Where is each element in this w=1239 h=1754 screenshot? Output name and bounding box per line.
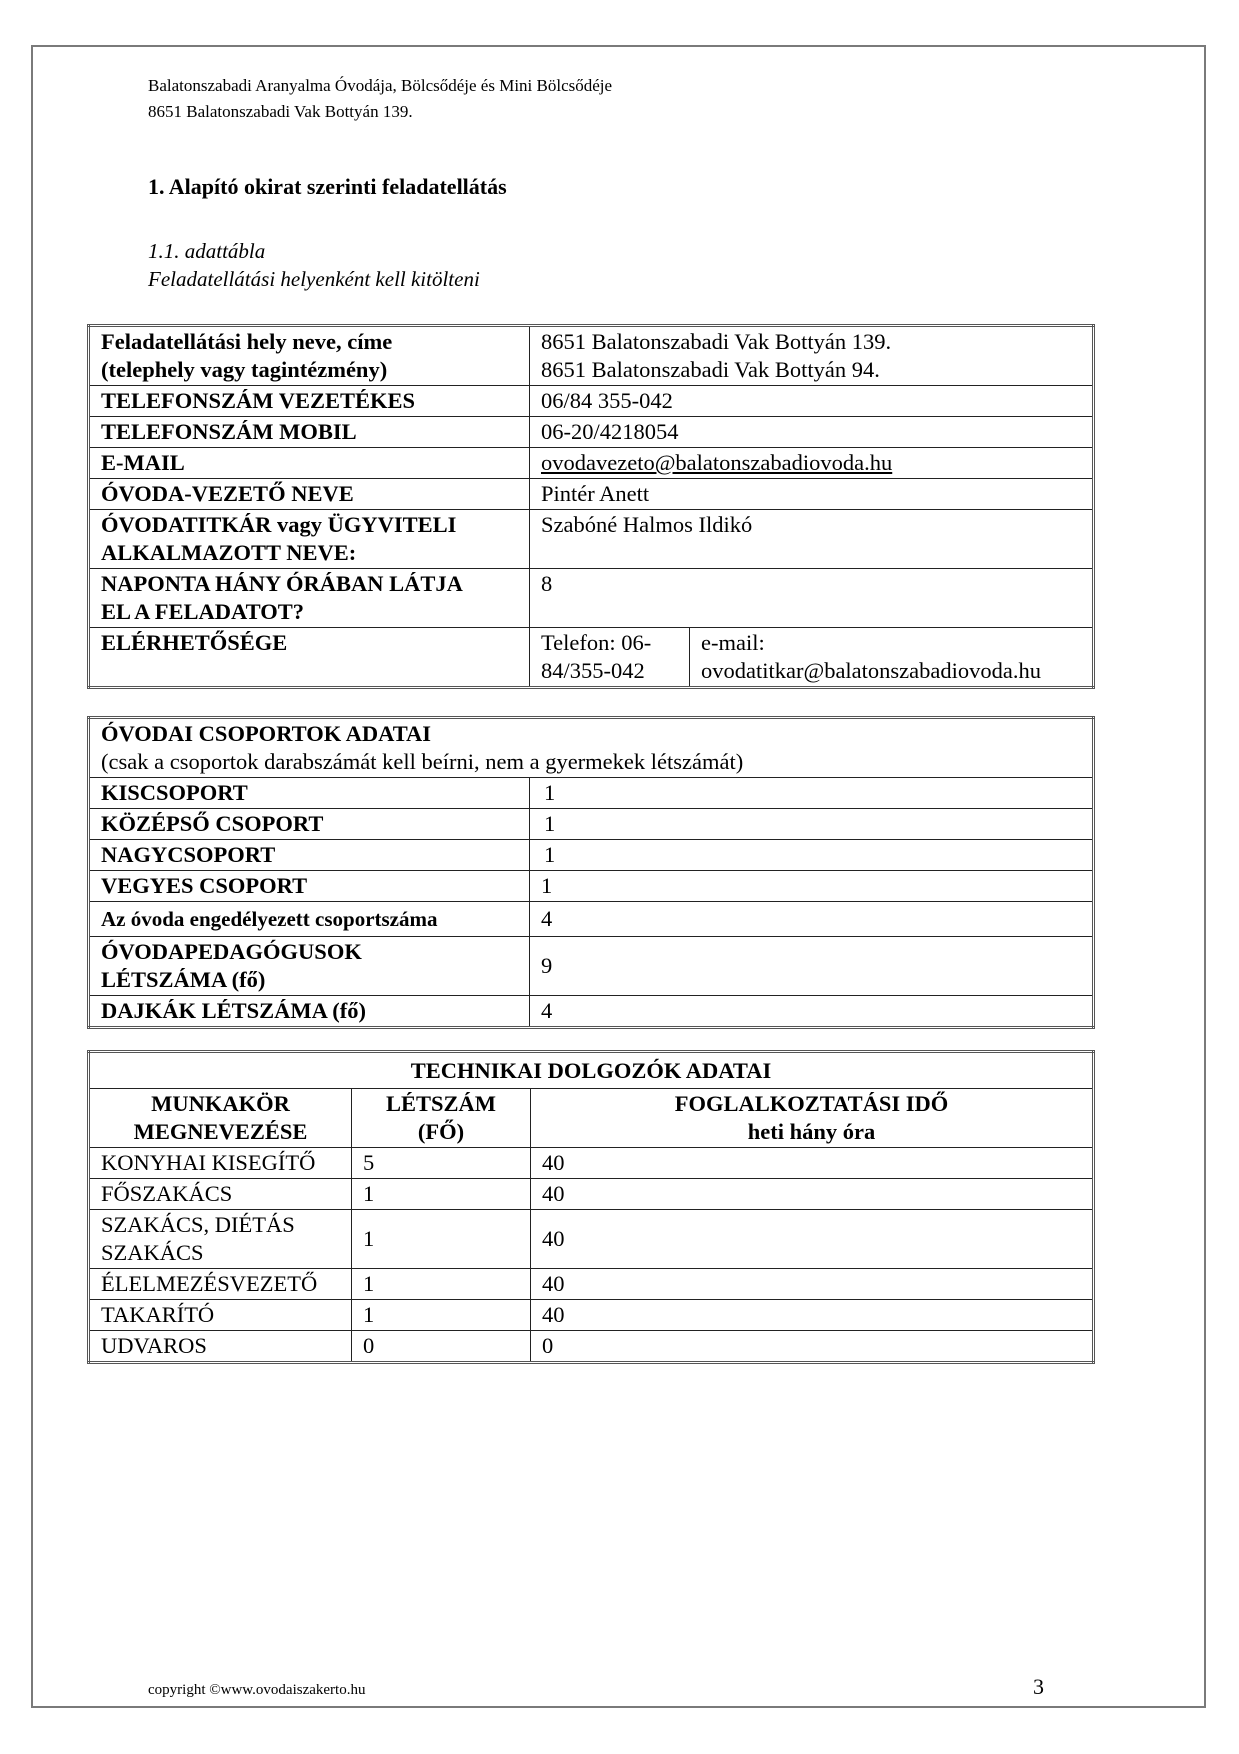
group-label: Az óvoda engedélyezett csoportszáma	[89, 902, 530, 937]
group-value: 9	[530, 937, 1094, 996]
groups-table	[87, 716, 1095, 1029]
email-link[interactable]: ovodavezeto@balatonszabadiovoda.hu	[541, 450, 893, 475]
contact-email: e-mail: ovodatitkar@balatonszabadiovoda.hu	[690, 628, 1094, 688]
table-row	[89, 569, 1094, 628]
group-label: VEGYES CSOPORT	[89, 871, 530, 902]
table-row	[89, 1331, 1094, 1363]
section-title: 1. Alapító okirat szerinti feladatellátás	[148, 174, 507, 199]
table-row	[89, 628, 1094, 688]
table-row	[89, 1148, 1094, 1179]
email-label: E-MAIL	[89, 448, 530, 479]
staff-hours: 40	[531, 1269, 1094, 1300]
secretary-label: ÓVODATITKÁR vagy ÜGYVITELI ALKALMAZOTT NEVE:	[89, 510, 530, 569]
table-row	[89, 840, 1094, 871]
staff-count: 1	[352, 1300, 531, 1331]
table-row	[89, 902, 1094, 937]
table-row	[89, 448, 1094, 479]
staff-count: 1	[352, 1179, 531, 1210]
director-label: ÓVODA-VEZETŐ NEVE	[89, 479, 530, 510]
staff-hours: 40	[531, 1300, 1094, 1331]
staff-role: SZAKÁCS, DIÉTÁS SZAKÁCS	[89, 1210, 352, 1269]
director-value: Pintér Anett	[530, 479, 1094, 510]
table-row	[89, 809, 1094, 840]
table-row	[89, 1269, 1094, 1300]
staff-role: FŐSZAKÁCS	[89, 1179, 352, 1210]
groups-table-title: ÓVODAI CSOPORTOK ADATAI	[101, 721, 432, 746]
table-subtitle	[148, 237, 480, 293]
group-label: ÓVODAPEDAGÓGUSOK LÉTSZÁMA (fő)	[89, 937, 530, 996]
group-value: 1	[530, 778, 1094, 809]
group-value: 4	[530, 996, 1094, 1028]
table-row	[89, 417, 1094, 448]
header-institution-name: Balatonszabadi Aranyalma Óvodája, Bölcsődéje és Mini Bölcsődéje	[148, 76, 613, 95]
location-name-label: Feladatellátási hely neve, címe (telephely vagy tagintézmény)	[89, 326, 530, 386]
daily-hours-value: 8	[530, 569, 1094, 628]
group-label: NAGYCSOPORT	[89, 840, 530, 871]
column-header-hours: FOGLALKOZTATÁSI IDŐ heti hány óra	[531, 1089, 1094, 1148]
table-row	[89, 996, 1094, 1028]
table-row	[89, 1300, 1094, 1331]
location-address-value: 8651 Balatonszabadi Vak Bottyán 139. 8651 Balatonszabadi Vak Bottyán 94.	[530, 326, 1094, 386]
location-table	[87, 324, 1095, 689]
group-label: DAJKÁK LÉTSZÁMA (fő)	[89, 996, 530, 1028]
group-value: 4	[530, 902, 1094, 937]
staff-hours: 40	[531, 1148, 1094, 1179]
staff-role: TAKARÍTÓ	[89, 1300, 352, 1331]
staff-hours: 40	[531, 1210, 1094, 1269]
table-row	[89, 510, 1094, 569]
staff-hours: 0	[531, 1331, 1094, 1363]
table-row	[89, 1052, 1094, 1089]
group-value: 1	[530, 840, 1094, 871]
subtitle-instruction: Feladatellátási helyenként kell kitölteni	[148, 267, 480, 291]
mobile-value: 06-20/4218054	[530, 417, 1094, 448]
footer-copyright: copyright ©www.ovodaiszakerto.hu	[148, 1682, 366, 1698]
landline-value: 06/84 355-042	[530, 386, 1094, 417]
table-row	[89, 326, 1094, 386]
table-row	[89, 1210, 1094, 1269]
contact-phone: Telefon: 06- 84/355-042	[530, 628, 690, 688]
table-row	[89, 479, 1094, 510]
daily-hours-label: NAPONTA HÁNY ÓRÁBAN LÁTJA EL A FELADATOT?	[89, 569, 530, 628]
groups-table-heading	[89, 718, 1094, 778]
column-header-role: MUNKAKÖR MEGNEVEZÉSE	[89, 1089, 352, 1148]
staff-table-title: TECHNIKAI DOLGOZÓK ADATAI	[89, 1052, 1094, 1089]
mobile-label: TELEFONSZÁM MOBIL	[89, 417, 530, 448]
contact-label: ELÉRHETŐSÉGE	[89, 628, 530, 688]
table-row	[89, 718, 1094, 778]
header-address: 8651 Balatonszabadi Vak Bottyán 139.	[148, 102, 413, 121]
table-header-row	[89, 1089, 1094, 1148]
staff-role: UDVAROS	[89, 1331, 352, 1363]
staff-count: 0	[352, 1331, 531, 1363]
staff-table	[87, 1050, 1095, 1364]
landline-label: TELEFONSZÁM VEZETÉKES	[89, 386, 530, 417]
staff-count: 1	[352, 1210, 531, 1269]
page-number: 3	[1033, 1674, 1044, 1699]
groups-table-note: (csak a csoportok darabszámát kell beírni, nem a gyermekek létszámát)	[101, 749, 744, 774]
secretary-value: Szabóné Halmos Ildikó	[530, 510, 1094, 569]
table-row	[89, 1179, 1094, 1210]
group-label: KÖZÉPSŐ CSOPORT	[89, 809, 530, 840]
document-header	[148, 73, 612, 125]
table-row	[89, 937, 1094, 996]
staff-role: ÉLELMEZÉSVEZETŐ	[89, 1269, 352, 1300]
table-row	[89, 871, 1094, 902]
staff-hours: 40	[531, 1179, 1094, 1210]
staff-count: 1	[352, 1269, 531, 1300]
staff-count: 5	[352, 1148, 531, 1179]
column-header-count: LÉTSZÁM (FŐ)	[352, 1089, 531, 1148]
group-value: 1	[530, 871, 1094, 902]
group-label: KISCSOPORT	[89, 778, 530, 809]
table-row	[89, 386, 1094, 417]
email-cell	[530, 448, 1094, 479]
staff-role: KONYHAI KISEGÍTŐ	[89, 1148, 352, 1179]
subtitle-table-number: 1.1. adattábla	[148, 239, 266, 263]
table-row	[89, 778, 1094, 809]
group-value: 1	[530, 809, 1094, 840]
